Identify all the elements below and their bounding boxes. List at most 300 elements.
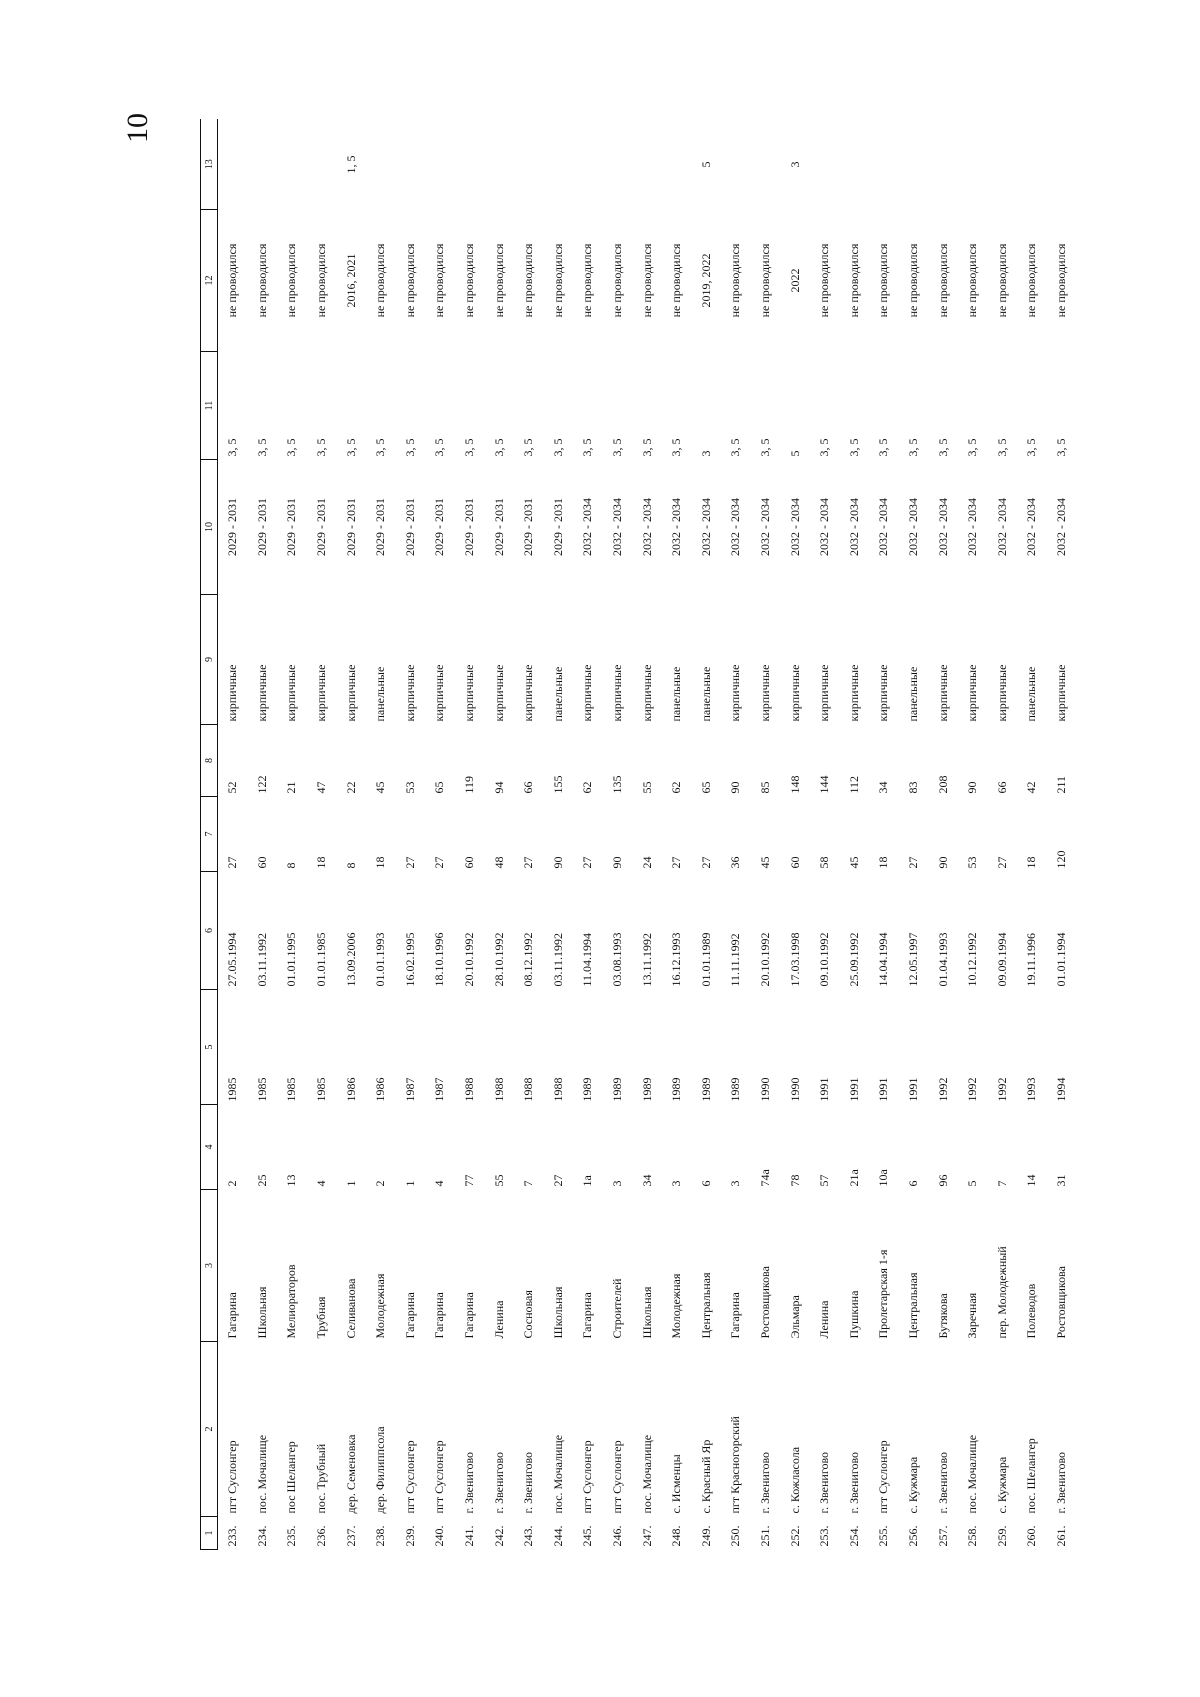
table-row bbox=[721, 120, 751, 1550]
cell-overhaul-done-years: не проводился bbox=[284, 243, 299, 318]
cell-wall-material: кирпичные bbox=[402, 664, 417, 722]
cell-commissioning-date: 09.10.1992 bbox=[817, 932, 832, 987]
cell-residents-count: 66 bbox=[521, 781, 536, 794]
cell-wall-material: кирпичные bbox=[787, 664, 802, 722]
cell-overhaul-done-years: не проводился bbox=[728, 243, 743, 318]
cell-house-number: 3 bbox=[610, 1180, 625, 1187]
table-row bbox=[780, 120, 810, 1550]
cell-overhaul-works: 3, 5 bbox=[580, 438, 595, 457]
cell-overhaul-works: 3, 5 bbox=[314, 438, 329, 457]
cell-overhaul-done-years: 2016, 2021 bbox=[343, 253, 358, 308]
cell-row-number: 253. bbox=[817, 1525, 832, 1547]
cell-house-number: 4 bbox=[314, 1180, 329, 1187]
cell-settlement: с. Кужмара bbox=[905, 1456, 920, 1514]
cell-house-number: 10а bbox=[876, 1169, 891, 1187]
cell-residents-count: 122 bbox=[254, 775, 269, 794]
cell-year-built: 1986 bbox=[343, 1077, 358, 1102]
cell-year-built: 1993 bbox=[1024, 1077, 1039, 1102]
cell-year-built: 1989 bbox=[698, 1077, 713, 1102]
cell-row-number: 258. bbox=[965, 1525, 980, 1547]
cell-residents-count: 148 bbox=[787, 775, 802, 794]
cell-street: Сосновая bbox=[521, 1290, 536, 1339]
cell-overhaul-done-years: не проводился bbox=[639, 243, 654, 318]
table-row bbox=[928, 120, 958, 1550]
cell-overhaul-done-works bbox=[366, 120, 396, 210]
cell-commissioning-date: 09.09.1994 bbox=[994, 932, 1009, 987]
cell-settlement: с. Кужмара bbox=[994, 1456, 1009, 1514]
cell-row-number: 242. bbox=[491, 1525, 506, 1547]
cell-settlement: дер. Семеновка bbox=[343, 1434, 358, 1514]
cell-apartments-count: 60 bbox=[462, 856, 477, 869]
cell-apartments-count: 48 bbox=[491, 856, 506, 869]
cell-settlement: пгт Суслонгер bbox=[580, 1440, 595, 1514]
cell-settlement: с. Исменцы bbox=[669, 1454, 684, 1514]
column-index: 4 bbox=[201, 1105, 218, 1190]
table-row bbox=[662, 120, 692, 1550]
cell-house-number: 4 bbox=[432, 1180, 447, 1187]
cell-overhaul-period: 2032 - 2034 bbox=[905, 498, 920, 556]
cell-year-built: 1992 bbox=[994, 1077, 1009, 1102]
cell-residents-count: 65 bbox=[698, 781, 713, 794]
cell-overhaul-done-years: не проводился bbox=[994, 243, 1009, 318]
cell-overhaul-done-works bbox=[1017, 120, 1047, 210]
cell-apartments-count: 18 bbox=[876, 856, 891, 869]
cell-row-number: 235. bbox=[284, 1525, 299, 1547]
cell-overhaul-period: 2032 - 2034 bbox=[846, 498, 861, 556]
cell-house-number: 77 bbox=[462, 1174, 477, 1187]
cell-year-built: 1990 bbox=[757, 1077, 772, 1102]
cell-residents-count: 211 bbox=[1053, 775, 1068, 794]
cell-apartments-count: 90 bbox=[550, 856, 565, 869]
cell-street: Гагарина bbox=[728, 1292, 743, 1339]
cell-house-number: 7 bbox=[994, 1180, 1009, 1187]
table-row bbox=[958, 120, 988, 1550]
cell-overhaul-done-years: не проводился bbox=[757, 243, 772, 318]
cell-apartments-count: 18 bbox=[373, 856, 388, 869]
cell-year-built: 1985 bbox=[254, 1077, 269, 1102]
table-body bbox=[201, 120, 1077, 1550]
cell-house-number: 1а bbox=[580, 1175, 595, 1187]
cell-overhaul-period: 2032 - 2034 bbox=[1053, 498, 1068, 556]
cell-house-number: 74а bbox=[757, 1169, 772, 1187]
cell-year-built: 1989 bbox=[728, 1077, 743, 1102]
cell-wall-material: кирпичные bbox=[314, 664, 329, 722]
cell-overhaul-done-years: не проводился bbox=[550, 243, 565, 318]
cell-overhaul-period: 2029 - 2031 bbox=[343, 498, 358, 556]
cell-commissioning-date: 01.01.1985 bbox=[314, 932, 329, 987]
cell-overhaul-done-works bbox=[248, 120, 278, 210]
cell-overhaul-done-years: не проводился bbox=[1053, 243, 1068, 318]
cell-overhaul-done-works bbox=[899, 120, 929, 210]
cell-apartments-count: 45 bbox=[846, 856, 861, 869]
cell-wall-material: кирпичные bbox=[728, 664, 743, 722]
cell-overhaul-period: 2029 - 2031 bbox=[254, 498, 269, 556]
cell-overhaul-period: 2032 - 2034 bbox=[610, 498, 625, 556]
cell-commissioning-date: 01.04.1993 bbox=[935, 932, 950, 987]
cell-commissioning-date: 01.01.1995 bbox=[284, 932, 299, 987]
cell-commissioning-date: 03.11.1992 bbox=[254, 932, 269, 987]
cell-residents-count: 62 bbox=[580, 781, 595, 794]
cell-commissioning-date: 13.09.2006 bbox=[343, 932, 358, 987]
table-row bbox=[307, 120, 337, 1550]
cell-house-number: 14 bbox=[1024, 1174, 1039, 1187]
column-index: 8 bbox=[201, 725, 218, 797]
cell-row-number: 261. bbox=[1053, 1525, 1068, 1547]
cell-overhaul-period: 2029 - 2031 bbox=[432, 498, 447, 556]
cell-street: Школьная bbox=[639, 1286, 654, 1339]
cell-house-number: 31 bbox=[1053, 1174, 1068, 1187]
cell-street: Пушкина bbox=[846, 1290, 861, 1339]
column-index: 9 bbox=[201, 595, 218, 725]
cell-commissioning-date: 17.03.1998 bbox=[787, 932, 802, 987]
cell-apartments-count: 53 bbox=[965, 856, 980, 869]
table-row bbox=[366, 120, 396, 1550]
cell-settlement: г. Звенигово bbox=[935, 1451, 950, 1514]
cell-settlement: г. Звенигово bbox=[817, 1451, 832, 1514]
cell-overhaul-period: 2032 - 2034 bbox=[669, 498, 684, 556]
cell-overhaul-done-years: не проводился bbox=[846, 243, 861, 318]
cell-overhaul-works: 3, 5 bbox=[284, 438, 299, 457]
cell-residents-count: 62 bbox=[669, 781, 684, 794]
cell-overhaul-done-years: не проводился bbox=[965, 243, 980, 318]
cell-overhaul-works: 3, 5 bbox=[343, 438, 358, 457]
cell-residents-count: 42 bbox=[1024, 781, 1039, 794]
table-row bbox=[899, 120, 929, 1550]
cell-residents-count: 135 bbox=[610, 775, 625, 794]
cell-street: Школьная bbox=[254, 1286, 269, 1339]
cell-overhaul-works: 3, 5 bbox=[610, 438, 625, 457]
cell-settlement: пос. Трубный bbox=[314, 1443, 329, 1514]
cell-wall-material: кирпичные bbox=[580, 664, 595, 722]
cell-commissioning-date: 12.05.1997 bbox=[905, 932, 920, 987]
cell-row-number: 256. bbox=[905, 1525, 920, 1547]
cell-residents-count: 144 bbox=[817, 775, 832, 794]
cell-commissioning-date: 11.11.1992 bbox=[728, 933, 743, 987]
cell-overhaul-done-years: не проводился bbox=[432, 243, 447, 318]
cell-overhaul-done-works bbox=[662, 120, 692, 210]
cell-overhaul-works: 3, 5 bbox=[876, 438, 891, 457]
cell-year-built: 1989 bbox=[610, 1077, 625, 1102]
cell-overhaul-done-works bbox=[632, 120, 662, 210]
cell-overhaul-works: 3, 5 bbox=[965, 438, 980, 457]
cell-row-number: 250. bbox=[728, 1525, 743, 1547]
cell-overhaul-done-years: не проводился bbox=[462, 243, 477, 318]
column-index: 2 bbox=[201, 1342, 218, 1517]
cell-commissioning-date: 20.10.1992 bbox=[462, 932, 477, 987]
cell-year-built: 1991 bbox=[876, 1077, 891, 1102]
cell-apartments-count: 24 bbox=[639, 856, 654, 869]
cell-residents-count: 34 bbox=[876, 781, 891, 794]
cell-row-number: 239. bbox=[402, 1525, 417, 1547]
cell-overhaul-period: 2029 - 2031 bbox=[314, 498, 329, 556]
cell-residents-count: 47 bbox=[314, 781, 329, 794]
cell-wall-material: кирпичные bbox=[491, 664, 506, 722]
cell-overhaul-done-years: не проводился bbox=[669, 243, 684, 318]
cell-overhaul-period: 2032 - 2034 bbox=[728, 498, 743, 556]
cell-street: Мелиораторов bbox=[284, 1264, 299, 1339]
cell-house-number: 7 bbox=[521, 1180, 536, 1187]
cell-settlement: пгт Красногорский bbox=[728, 1416, 743, 1514]
table-row bbox=[455, 120, 485, 1550]
cell-residents-count: 21 bbox=[284, 781, 299, 794]
cell-overhaul-done-works bbox=[484, 120, 514, 210]
cell-house-number: 6 bbox=[698, 1180, 713, 1187]
cell-house-number: 1 bbox=[343, 1180, 358, 1187]
table-row bbox=[396, 120, 426, 1550]
cell-residents-count: 22 bbox=[343, 781, 358, 794]
cell-house-number: 34 bbox=[639, 1174, 654, 1187]
cell-year-built: 1991 bbox=[905, 1077, 920, 1102]
cell-year-built: 1988 bbox=[550, 1077, 565, 1102]
cell-overhaul-done-works bbox=[839, 120, 869, 210]
cell-commissioning-date: 18.10.1996 bbox=[432, 932, 447, 987]
cell-street: Гагарина bbox=[462, 1292, 477, 1339]
cell-apartments-count: 27 bbox=[698, 856, 713, 869]
cell-overhaul-done-works bbox=[396, 120, 426, 210]
cell-wall-material: кирпичные bbox=[462, 664, 477, 722]
cell-overhaul-works: 3, 5 bbox=[521, 438, 536, 457]
cell-overhaul-period: 2032 - 2034 bbox=[787, 498, 802, 556]
cell-wall-material: панельные bbox=[1024, 666, 1039, 722]
cell-overhaul-done-works bbox=[810, 120, 840, 210]
cell-street: Гагарина bbox=[225, 1292, 240, 1339]
cell-settlement: пгт Суслонгер bbox=[610, 1440, 625, 1514]
cell-overhaul-period: 2029 - 2031 bbox=[284, 498, 299, 556]
cell-street: пер. Молодежный bbox=[994, 1246, 1009, 1339]
cell-overhaul-done-works bbox=[425, 120, 455, 210]
cell-house-number: 78 bbox=[787, 1174, 802, 1187]
table-row bbox=[692, 120, 722, 1550]
table-row bbox=[425, 120, 455, 1550]
cell-overhaul-period: 2032 - 2034 bbox=[994, 498, 1009, 556]
cell-street: Ростовщикова bbox=[1053, 1266, 1068, 1339]
cell-apartments-count: 27 bbox=[580, 856, 595, 869]
cell-street: Полеводов bbox=[1024, 1283, 1039, 1339]
cell-wall-material: кирпичные bbox=[610, 664, 625, 722]
cell-commissioning-date: 16.12.1993 bbox=[669, 932, 684, 987]
cell-commissioning-date: 01.01.1994 bbox=[1053, 932, 1068, 987]
cell-overhaul-done-years: не проводился bbox=[225, 243, 240, 318]
cell-overhaul-done-years: не проводился bbox=[491, 243, 506, 318]
cell-year-built: 1985 bbox=[284, 1077, 299, 1102]
cell-year-built: 1986 bbox=[373, 1077, 388, 1102]
cell-overhaul-works: 3, 5 bbox=[402, 438, 417, 457]
cell-residents-count: 112 bbox=[846, 775, 861, 794]
cell-wall-material: кирпичные bbox=[965, 664, 980, 722]
cell-apartments-count: 18 bbox=[314, 856, 329, 869]
table-row bbox=[751, 120, 781, 1550]
cell-wall-material: кирпичные bbox=[935, 664, 950, 722]
cell-overhaul-done-years: не проводился bbox=[905, 243, 920, 318]
cell-commissioning-date: 03.11.1992 bbox=[550, 932, 565, 987]
cell-house-number: 2 bbox=[373, 1180, 388, 1187]
cell-street: Гагарина bbox=[580, 1292, 595, 1339]
cell-row-number: 244. bbox=[550, 1525, 565, 1547]
cell-overhaul-period: 2032 - 2034 bbox=[580, 498, 595, 556]
cell-commissioning-date: 08.12.1992 bbox=[521, 932, 536, 987]
cell-overhaul-done-works bbox=[869, 120, 899, 210]
cell-wall-material: панельные bbox=[669, 666, 684, 722]
cell-overhaul-period: 2029 - 2031 bbox=[225, 498, 240, 556]
cell-overhaul-works: 3, 5 bbox=[225, 438, 240, 457]
cell-overhaul-done-works bbox=[514, 120, 544, 210]
cell-overhaul-done-years: 2022 bbox=[787, 268, 802, 293]
cell-residents-count: 65 bbox=[432, 781, 447, 794]
cell-residents-count: 90 bbox=[965, 781, 980, 794]
table-row bbox=[987, 120, 1017, 1550]
cell-row-number: 243. bbox=[521, 1525, 536, 1547]
table-row bbox=[573, 120, 603, 1550]
cell-overhaul-done-works bbox=[958, 120, 988, 210]
cell-overhaul-works: 3, 5 bbox=[432, 438, 447, 457]
cell-overhaul-period: 2029 - 2031 bbox=[521, 498, 536, 556]
table-row bbox=[1017, 120, 1047, 1550]
cell-year-built: 1988 bbox=[491, 1077, 506, 1102]
table-row bbox=[1047, 120, 1077, 1550]
cell-overhaul-works: 3, 5 bbox=[1024, 438, 1039, 457]
cell-row-number: 254. bbox=[846, 1525, 861, 1547]
cell-wall-material: кирпичные bbox=[817, 664, 832, 722]
cell-row-number: 252. bbox=[787, 1525, 802, 1547]
cell-apartments-count: 90 bbox=[610, 856, 625, 869]
cell-commissioning-date: 01.01.1993 bbox=[373, 932, 388, 987]
cell-commissioning-date: 19.11.1996 bbox=[1024, 932, 1039, 987]
cell-street: Гагарина bbox=[402, 1292, 417, 1339]
table-row bbox=[218, 120, 248, 1550]
cell-wall-material: панельные bbox=[698, 666, 713, 722]
cell-residents-count: 52 bbox=[225, 781, 240, 794]
cell-commissioning-date: 20.10.1992 bbox=[757, 932, 772, 987]
cell-wall-material: кирпичные bbox=[1053, 664, 1068, 722]
cell-overhaul-period: 2029 - 2031 bbox=[550, 498, 565, 556]
cell-street: Бутякова bbox=[935, 1293, 950, 1339]
cell-house-number: 5 bbox=[965, 1180, 980, 1187]
cell-street: Эльмара bbox=[787, 1295, 802, 1339]
cell-wall-material: кирпичные bbox=[846, 664, 861, 722]
cell-apartments-count: 8 bbox=[284, 862, 299, 869]
cell-apartments-count: 27 bbox=[432, 856, 447, 869]
cell-house-number: 3 bbox=[728, 1180, 743, 1187]
cell-wall-material: кирпичные bbox=[521, 664, 536, 722]
cell-overhaul-works: 3, 5 bbox=[846, 438, 861, 457]
cell-wall-material: панельные bbox=[373, 666, 388, 722]
cell-street: Молодежная bbox=[373, 1273, 388, 1339]
cell-year-built: 1987 bbox=[402, 1077, 417, 1102]
cell-street: Ленина bbox=[817, 1300, 832, 1339]
cell-overhaul-done-years: 2019, 2022 bbox=[698, 253, 713, 308]
cell-overhaul-period: 2032 - 2034 bbox=[639, 498, 654, 556]
table-row bbox=[248, 120, 278, 1550]
cell-residents-count: 85 bbox=[757, 781, 772, 794]
cell-residents-count: 155 bbox=[550, 775, 565, 794]
cell-wall-material: панельные bbox=[905, 666, 920, 722]
cell-settlement: пос. Мочалище bbox=[639, 1434, 654, 1514]
column-index: 5 bbox=[201, 990, 218, 1105]
cell-settlement: г. Звенигово bbox=[521, 1451, 536, 1514]
cell-overhaul-period: 2029 - 2031 bbox=[462, 498, 477, 556]
cell-settlement: пгт Суслонгер bbox=[225, 1440, 240, 1514]
cell-overhaul-done-years: не проводился bbox=[935, 243, 950, 318]
cell-wall-material: кирпичные bbox=[994, 664, 1009, 722]
cell-year-built: 1994 bbox=[1053, 1077, 1068, 1102]
cell-row-number: 236. bbox=[314, 1525, 329, 1547]
cell-row-number: 246. bbox=[610, 1525, 625, 1547]
cell-apartments-count: 45 bbox=[757, 856, 772, 869]
table-row bbox=[484, 120, 514, 1550]
column-index: 3 bbox=[201, 1190, 218, 1342]
cell-residents-count: 208 bbox=[935, 775, 950, 794]
cell-wall-material: кирпичные bbox=[343, 664, 358, 722]
housing-register-table bbox=[200, 120, 1076, 1551]
cell-year-built: 1987 bbox=[432, 1077, 447, 1102]
cell-street: Гагарина bbox=[432, 1292, 447, 1339]
cell-apartments-count: 90 bbox=[935, 856, 950, 869]
cell-settlement: г. Звенигово bbox=[491, 1451, 506, 1514]
cell-overhaul-period: 2032 - 2034 bbox=[965, 498, 980, 556]
cell-commissioning-date: 10.12.1992 bbox=[965, 932, 980, 987]
cell-residents-count: 66 bbox=[994, 781, 1009, 794]
cell-street: Заречная bbox=[965, 1292, 980, 1339]
cell-overhaul-done-works bbox=[218, 120, 248, 210]
cell-street: Центральная bbox=[698, 1272, 713, 1339]
column-index: 10 bbox=[201, 460, 218, 595]
cell-overhaul-works: 3, 5 bbox=[757, 438, 772, 457]
cell-wall-material: кирпичные bbox=[432, 664, 447, 722]
cell-settlement: г. Звенигово bbox=[1053, 1451, 1068, 1514]
column-index-row bbox=[201, 120, 218, 1550]
cell-apartments-count: 27 bbox=[905, 856, 920, 869]
cell-apartments-count: 27 bbox=[402, 856, 417, 869]
cell-overhaul-period: 2032 - 2034 bbox=[1024, 498, 1039, 556]
cell-apartments-count: 36 bbox=[728, 856, 743, 869]
cell-row-number: 248. bbox=[669, 1525, 684, 1547]
cell-house-number: 3 bbox=[669, 1180, 684, 1187]
cell-residents-count: 53 bbox=[402, 781, 417, 794]
cell-settlement: пгт Суслонгер bbox=[432, 1440, 447, 1514]
cell-wall-material: кирпичные bbox=[225, 664, 240, 722]
cell-commissioning-date: 11.04.1994 bbox=[580, 932, 595, 987]
cell-row-number: 245. bbox=[580, 1525, 595, 1547]
cell-residents-count: 90 bbox=[728, 781, 743, 794]
cell-settlement: пос. Мочалище bbox=[965, 1434, 980, 1514]
cell-overhaul-done-works: 5 bbox=[698, 161, 713, 168]
cell-commissioning-date: 25.09.1992 bbox=[846, 932, 861, 987]
cell-overhaul-period: 2032 - 2034 bbox=[757, 498, 772, 556]
column-index: 7 bbox=[201, 797, 218, 872]
cell-street: Строителей bbox=[610, 1278, 625, 1339]
cell-row-number: 255. bbox=[876, 1525, 891, 1547]
cell-row-number: 237. bbox=[343, 1525, 358, 1547]
cell-settlement: пос. Мочалище bbox=[254, 1434, 269, 1514]
cell-commissioning-date: 13.11.1992 bbox=[639, 932, 654, 987]
cell-settlement: г. Звенигово bbox=[462, 1451, 477, 1514]
column-index: 6 bbox=[201, 872, 218, 990]
cell-row-number: 247. bbox=[639, 1525, 654, 1547]
cell-house-number: 27 bbox=[550, 1174, 565, 1187]
cell-settlement: пос. Шелангер bbox=[1024, 1438, 1039, 1514]
cell-street: Пролетарская 1-я bbox=[876, 1249, 891, 1339]
cell-year-built: 1989 bbox=[580, 1077, 595, 1102]
cell-overhaul-done-years: не проводился bbox=[373, 243, 388, 318]
cell-row-number: 249. bbox=[698, 1525, 713, 1547]
cell-apartments-count: 27 bbox=[521, 856, 536, 869]
cell-wall-material: панельные bbox=[550, 666, 565, 722]
cell-apartments-count: 27 bbox=[669, 856, 684, 869]
cell-overhaul-works: 3 bbox=[698, 450, 713, 457]
cell-street: Ростовщикова bbox=[757, 1266, 772, 1339]
cell-wall-material: кирпичные bbox=[639, 664, 654, 722]
table-row bbox=[603, 120, 633, 1550]
